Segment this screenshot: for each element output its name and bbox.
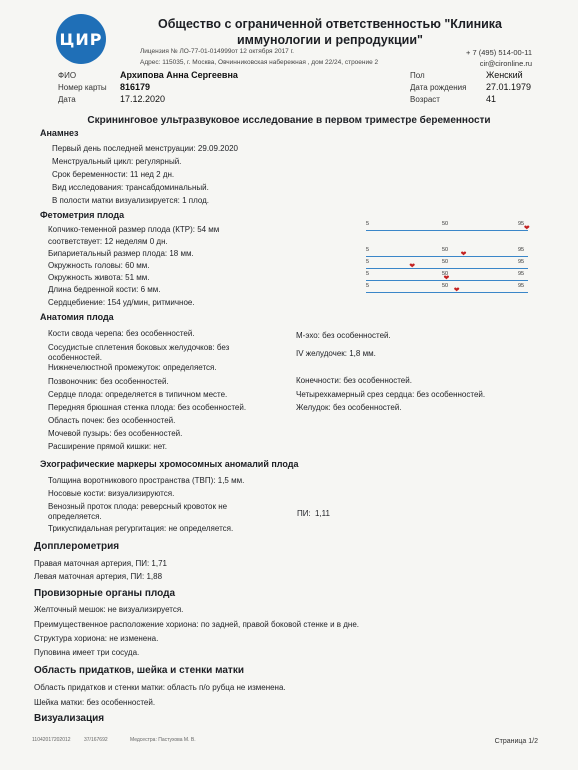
- anamnesis-line: Вид исследования: трансабдоминальный.: [52, 183, 209, 192]
- provisional-line: Пуповина имеет три сосуда.: [34, 648, 140, 657]
- anatomy-line: Кости свода черепа: без особенностей.: [48, 329, 195, 338]
- percentile-marker-icon: ❤: [460, 251, 467, 258]
- provisional-line: Желточный мешок: не визуализируется.: [34, 605, 184, 614]
- provisional-line: Структура хориона: не изменена.: [34, 634, 159, 643]
- percentile-scale-fl: [366, 285, 528, 295]
- percentile-marker-icon: ❤: [443, 275, 450, 282]
- date-label: Дата: [58, 95, 76, 104]
- page-number: Страница 1/2: [494, 738, 538, 745]
- fetometry-line: Бипариетальный размер плода: 18 мм.: [48, 249, 194, 258]
- fio-label: ФИО: [58, 71, 77, 80]
- address-text: Адрес: 115035, г. Москва, Овчинниковская набережная , дом 22/24, строение 2: [140, 59, 379, 66]
- scale-high-label: 95: [518, 221, 525, 227]
- percentile-scale-ktr: [366, 223, 528, 233]
- anatomy-line: Мочевой пузырь: без особенностей.: [48, 429, 183, 438]
- scale-low-label: 5: [366, 259, 370, 265]
- anatomy-right-line: Желудок: без особенностей.: [296, 403, 402, 412]
- fetometry-heading: Фетометрия плода: [40, 210, 125, 220]
- adnexa-line: Область придатков и стенки матки: область п/о рубца не изменена.: [34, 683, 286, 692]
- markers-line: Носовые кости: визуализируются.: [48, 489, 175, 498]
- card-label: Номер карты: [58, 83, 107, 92]
- fetometry-line: Окружность живота: 51 мм.: [48, 273, 150, 282]
- license-text: Лицензия № ЛО-77-01-014999от 12 октября 2017 г.: [140, 48, 294, 55]
- pi-label: ПИ:: [297, 509, 311, 518]
- adnexa-line: Шейка матки: без особенностей.: [34, 698, 156, 707]
- scale-low-label: 5: [366, 283, 370, 289]
- scale-high-label: 95: [518, 247, 525, 253]
- footer-nurse: Медсестра: Пастухова М. В.: [130, 737, 196, 743]
- clinic-logo: [56, 14, 106, 64]
- anatomy-line: Расширение прямой кишки: нет.: [48, 442, 167, 451]
- percentile-marker-icon: ❤: [523, 225, 530, 232]
- anatomy-right-line: Конечности: без особенностей.: [296, 376, 412, 385]
- anatomy-heading: Анатомия плода: [40, 312, 114, 322]
- doppler-heading: Допплерометрия: [34, 541, 120, 552]
- percentile-marker-icon: ❤: [409, 263, 416, 270]
- anamnesis-line: Срок беременности: 11 нед 2 дн.: [52, 170, 175, 179]
- scale-low-label: 5: [366, 271, 370, 277]
- doppler-line: Правая маточная артерия, ПИ: 1,71: [34, 559, 167, 568]
- age-value: 41: [486, 94, 497, 104]
- fetometry-line: Длина бедренной кости: 6 мм.: [48, 285, 161, 294]
- age-label: Возраст: [410, 95, 440, 104]
- anatomy-line: Нижнечелюстной промежуток: определяется.: [48, 363, 217, 372]
- fetometry-line: Копчико-теменной размер плода (КТР): 54 мм: [48, 225, 220, 234]
- scale-mid-label: 50: [442, 221, 449, 227]
- anatomy-right-line: Четырехкамерный срез сердца: без особенностей.: [296, 390, 486, 399]
- fetometry-line: Окружность головы: 60 мм.: [48, 261, 150, 270]
- markers-heading: Эхографические маркеры хромосомных аномалий плода: [40, 459, 299, 469]
- percentile-scale-ac: [366, 273, 528, 283]
- scale-high-label: 95: [518, 271, 525, 277]
- scale-high-label: 95: [518, 259, 525, 265]
- anatomy-line: Область почек: без особенностей.: [48, 416, 176, 425]
- anamnesis-line: Менструальный цикл: регулярный.: [52, 157, 182, 166]
- anamnesis-heading: Анамнез: [40, 128, 79, 138]
- anamnesis-line: Первый день последней менструации: 29.09.2020: [52, 144, 238, 153]
- markers-line: Трикуспидальная регургитация: не определяется.: [48, 524, 234, 533]
- provisional-line: Преимущественное расположение хориона: по задней, правой боковой стенке и в дне.: [34, 620, 359, 629]
- anatomy-line: Передняя брюшная стенка плода: без особенностей.: [48, 403, 247, 412]
- anatomy-line: Сосудистые сплетения боковых желудочков: без: [48, 343, 230, 352]
- sex-label: Пол: [410, 71, 425, 80]
- document-title: Скрининговое ультразвуковое исследование в первом триместре беременности: [87, 115, 491, 126]
- email-text: cir@cironline.ru: [479, 59, 532, 68]
- percentile-scale-hc: [366, 261, 528, 271]
- adnexa-heading: Область придатков, шейка и стенки матки: [34, 665, 244, 676]
- fio-value: Архипова Анна Сергеевна: [120, 70, 238, 80]
- anatomy-line: Позвоночник: без особенностей.: [48, 377, 169, 386]
- scale-high-label: 95: [518, 283, 525, 289]
- footer-code: 11042017202012: [32, 737, 71, 743]
- fetometry-line: соответствует: 12 неделям 0 дн.: [48, 237, 168, 246]
- scale-mid-label: 50: [442, 259, 449, 265]
- dob-label: Дата рождения: [410, 83, 467, 92]
- percentile-scale-bpd: [366, 249, 528, 259]
- fetometry-line: Сердцебиение: 154 уд/мин, ритмичное.: [48, 298, 195, 307]
- markers-line: Венозный проток плода: реверсный кровоток не: [48, 502, 228, 511]
- footer-number: 37/167692: [84, 737, 108, 743]
- anamnesis-line: В полости матки визуализируется: 1 плод.: [52, 196, 210, 205]
- markers-line: определяется.: [48, 512, 102, 521]
- scale-mid-label: 50: [442, 271, 449, 277]
- anatomy-line: особенностей.: [48, 353, 102, 362]
- scale-low-label: 5: [366, 247, 370, 253]
- logo-text: ЦИР: [59, 29, 103, 49]
- anatomy-line: Сердце плода: определяется в типичном месте.: [48, 390, 228, 399]
- percentile-marker-icon: ❤: [453, 287, 460, 294]
- dob-value: 27.01.1979: [486, 82, 532, 92]
- scale-mid-label: 50: [442, 247, 449, 253]
- doppler-line: Левая маточная артерия, ПИ: 1,88: [34, 572, 163, 581]
- card-value: 816179: [120, 82, 151, 92]
- markers-line: Толщина воротникового пространства (ТВП): 1,5 мм.: [48, 476, 245, 485]
- anatomy-right-line: М-эхо: без особенностей.: [296, 331, 391, 340]
- org-name: Общество с ограниченной ответственностью "Клиника иммунологии и репродукции": [157, 17, 503, 47]
- date-value: 17.12.2020: [120, 94, 166, 104]
- pi-value: 1,11: [315, 509, 330, 518]
- anatomy-right-line: IV желудочек: 1,8 мм.: [296, 349, 376, 358]
- sex-value: Женский: [486, 70, 523, 80]
- visualization-heading: Визуализация: [34, 713, 105, 724]
- scale-mid-label: 50: [442, 283, 449, 289]
- phone-text: + 7 (495) 514-00-11: [466, 48, 532, 57]
- provisional-heading: Провизорные органы плода: [34, 588, 176, 599]
- scale-low-label: 5: [366, 221, 370, 227]
